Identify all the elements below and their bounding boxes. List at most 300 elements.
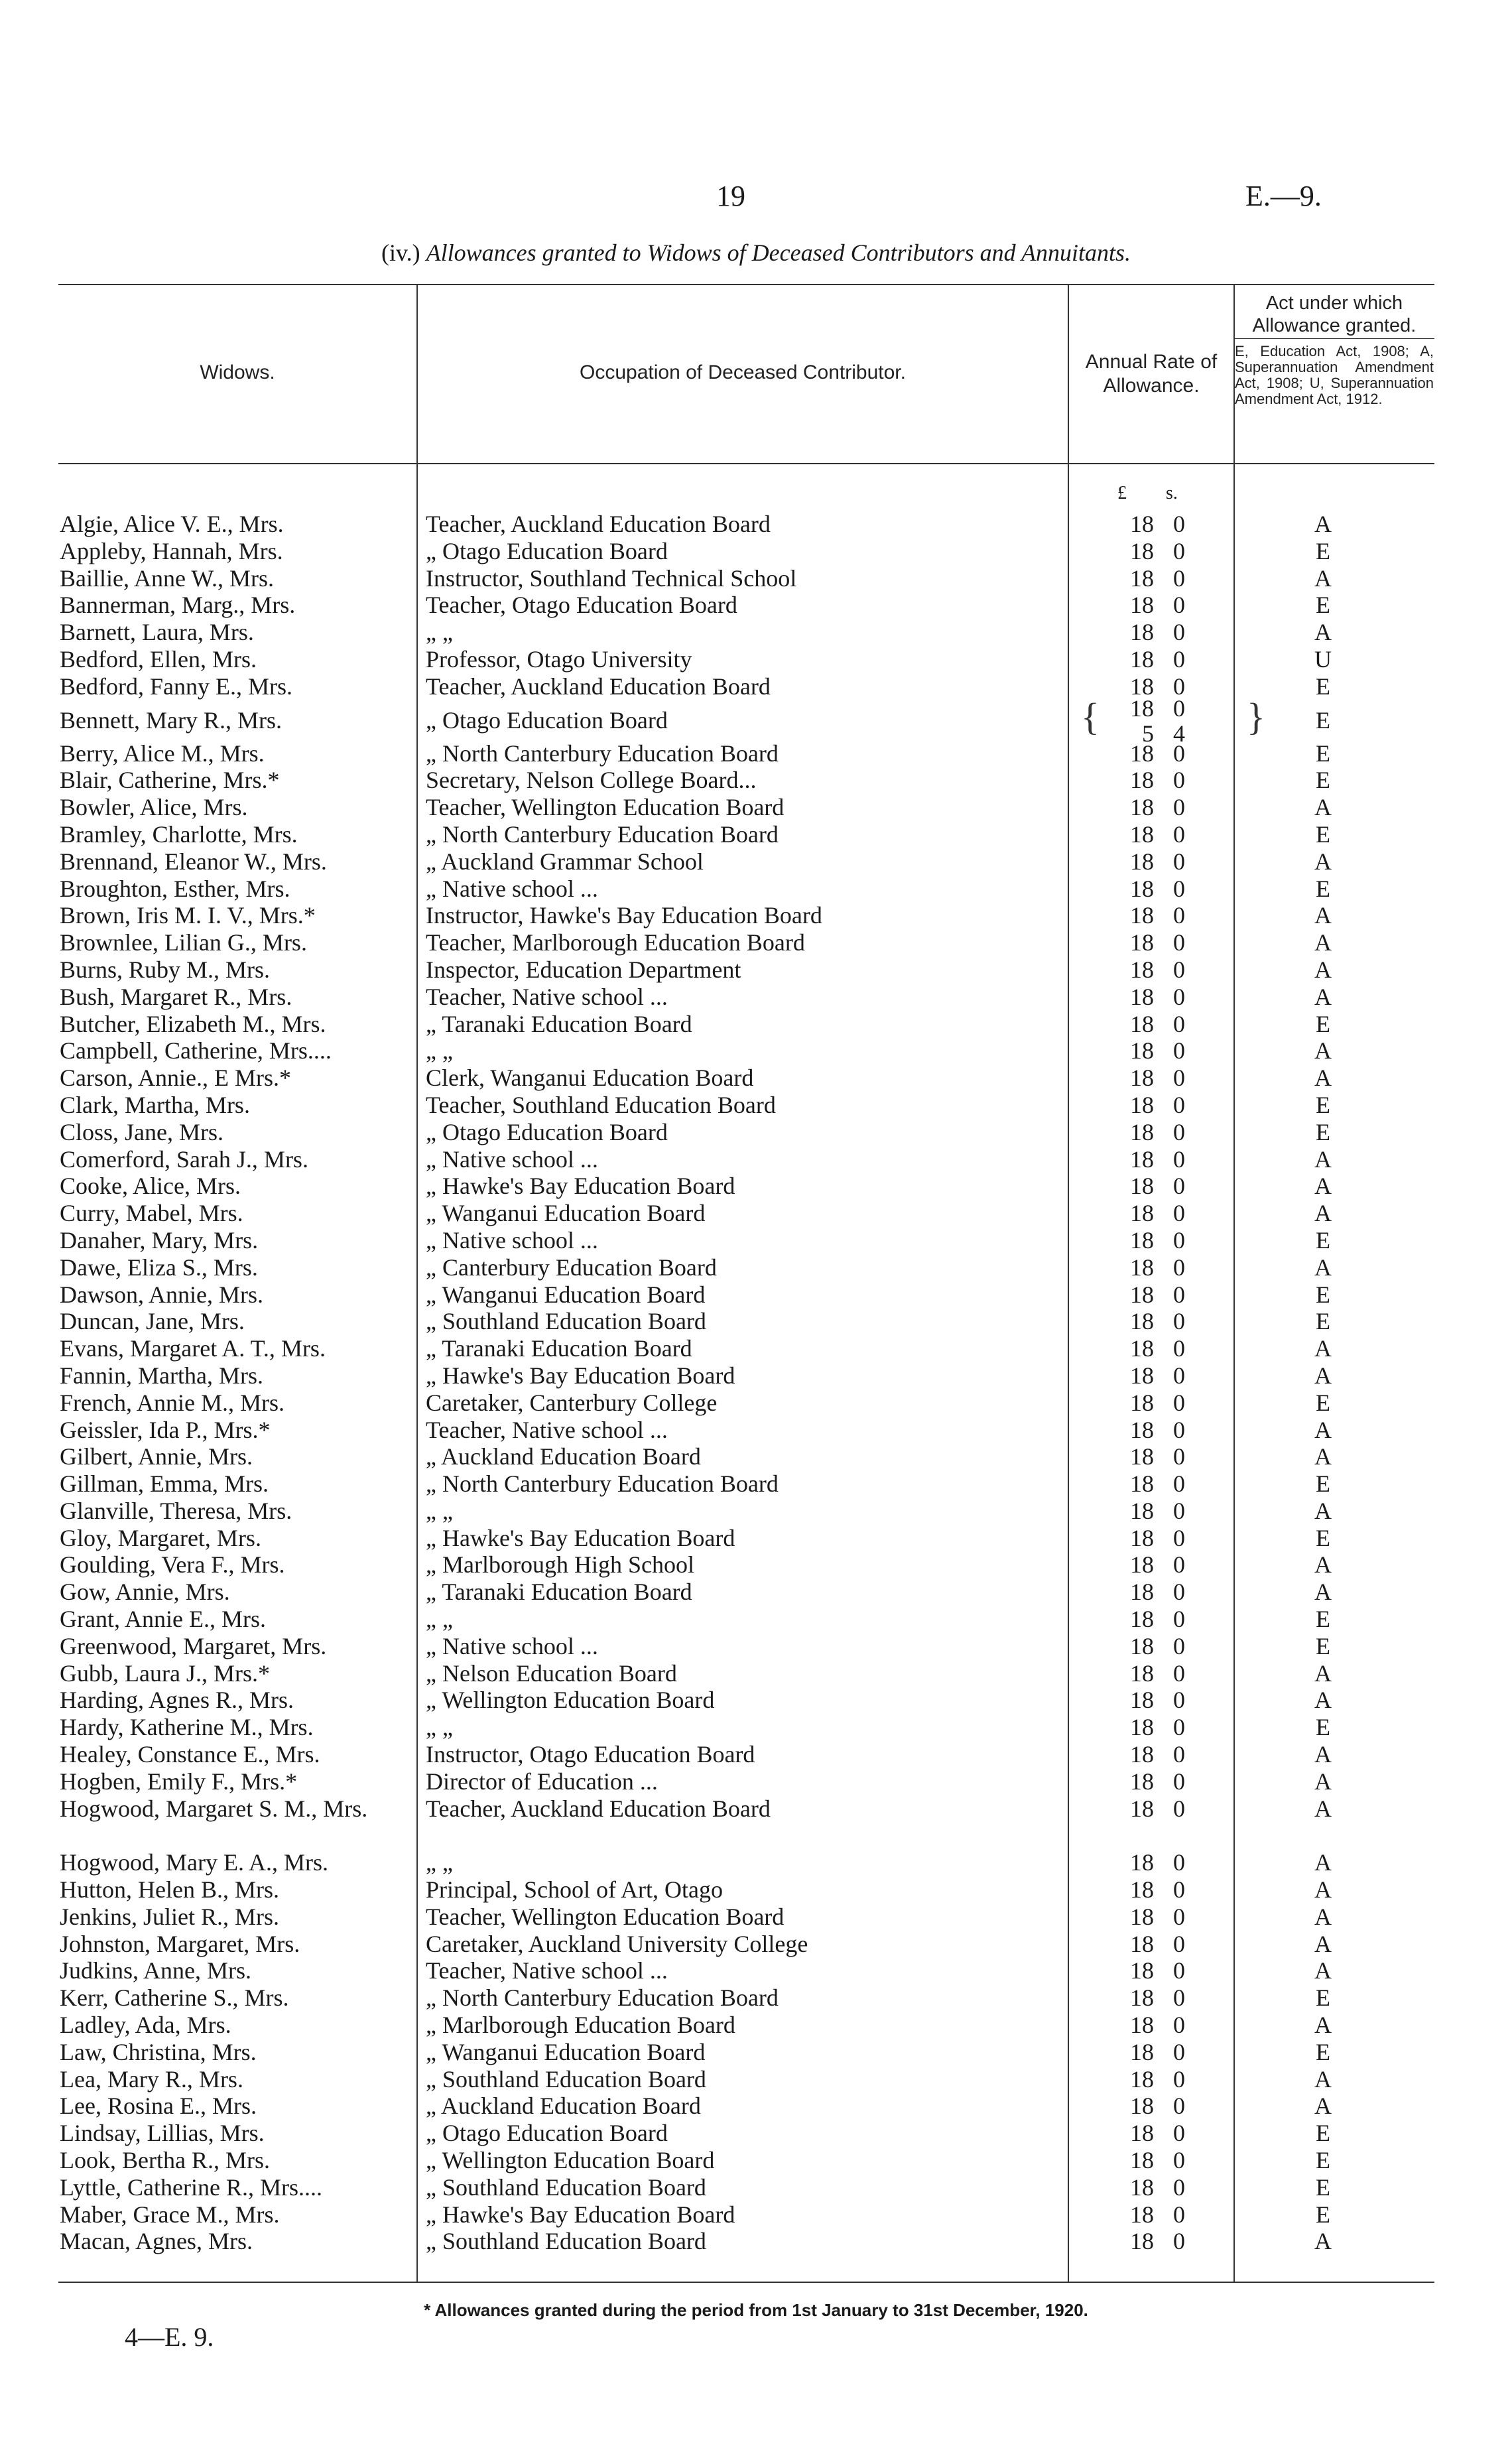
table-row — [0, 767, 1512, 794]
rate-shillings: 0 — [1173, 673, 1185, 700]
act-code: E — [1316, 2038, 1330, 2065]
table-row — [0, 511, 1512, 538]
table-row — [0, 875, 1512, 903]
rate-shillings: 0 — [1173, 1524, 1185, 1551]
rate-shillings: 0 — [1173, 537, 1185, 564]
table-row — [0, 1417, 1512, 1444]
rate-pounds: 18 — [1130, 2093, 1154, 2120]
widow-name: Brown, Iris M. I. V., Mrs.* — [60, 902, 316, 929]
occupation: „ Otago Education Board — [426, 1118, 668, 1145]
table-row — [0, 1876, 1512, 1904]
rate-shillings: 0 — [1173, 2065, 1185, 2093]
act-code: A — [1314, 794, 1332, 821]
occupation: Teacher, Wellington Education Board — [426, 1903, 785, 1930]
occupation: Instructor, Hawke's Bay Education Board — [426, 902, 822, 929]
rate-shillings: 0 — [1173, 1579, 1185, 1606]
table-row — [0, 2228, 1512, 2255]
table-row — [0, 1904, 1512, 1931]
rate-pounds: 18 — [1130, 2065, 1154, 2093]
act-code: E — [1316, 2147, 1330, 2174]
rate-pounds: 18 — [1130, 537, 1154, 564]
rate-pounds: 18 — [1130, 1118, 1154, 1145]
rate-pounds: 18 — [1130, 1768, 1154, 1795]
rate-shillings: 0 — [1173, 1091, 1185, 1118]
table-row — [0, 646, 1512, 673]
table-row — [0, 2093, 1512, 2120]
rate-shillings: 0 — [1173, 2147, 1185, 2174]
table-row — [0, 2066, 1512, 2093]
footnote: * Allowances granted during the period from 1st January to 31st December, 1920. — [424, 2300, 1088, 2320]
rate-shillings: 0 — [1173, 2012, 1185, 2039]
table-bottom-rule — [58, 2282, 1434, 2283]
act-code: E — [1316, 2120, 1330, 2147]
widow-name: Blair, Catherine, Mrs.* — [60, 767, 280, 794]
table-row — [0, 1389, 1512, 1417]
occupation: Teacher, Auckland Education Board — [426, 511, 771, 537]
table-row — [0, 1092, 1512, 1119]
occupation: Teacher, Native school ... — [426, 1416, 668, 1443]
column-header-rate-line2: Allowance. — [1103, 375, 1200, 397]
table-row — [0, 1984, 1512, 2012]
widow-name: Comerford, Sarah J., Mrs. — [60, 1145, 308, 1173]
table-row — [0, 1849, 1512, 1876]
widow-name: Evans, Margaret A. T., Mrs. — [60, 1335, 326, 1362]
occupation: „ North Canterbury Education Board — [426, 740, 779, 767]
rate-shillings: 0 — [1173, 2093, 1185, 2120]
table-row — [0, 794, 1512, 821]
column-header-widows: Widows. — [200, 361, 275, 383]
occupation: „ Auckland Education Board — [426, 2093, 701, 2120]
widow-name: Bedford, Fanny E., Mrs. — [60, 673, 292, 700]
rate-shillings: 0 — [1173, 2201, 1185, 2228]
table-row — [0, 1606, 1512, 1633]
column-header-occupation: Occupation of Deceased Contributor. — [580, 361, 906, 383]
rate-shillings: 0 — [1173, 929, 1185, 956]
occupation: Teacher, Marlborough Education Board — [426, 929, 805, 956]
occupation: Professor, Otago University — [426, 645, 692, 673]
widow-name: Gilbert, Annie, Mrs. — [60, 1443, 253, 1470]
widow-name: Ladley, Ada, Mrs. — [60, 2012, 231, 2039]
occupation: „ Canterbury Education Board — [426, 1254, 717, 1281]
rate-pounds: 18 — [1130, 1443, 1154, 1470]
act-code: A — [1314, 929, 1332, 956]
table-row — [0, 821, 1512, 848]
rate-pounds: 18 — [1130, 1091, 1154, 1118]
widow-name: Curry, Mabel, Mrs. — [60, 1200, 243, 1227]
widow-name: Lindsay, Lillias, Mrs. — [60, 2120, 265, 2147]
act-code: E — [1316, 820, 1330, 848]
rate-shillings: 0 — [1173, 1606, 1185, 1633]
rate-shillings: 0 — [1173, 1065, 1185, 1092]
rate-shillings: 0 — [1173, 1145, 1185, 1173]
act-code: A — [1314, 1254, 1332, 1281]
table-row — [0, 1011, 1512, 1038]
widow-name: Kerr, Catherine S., Mrs. — [60, 1984, 289, 2012]
occupation: „ Native school ... — [426, 1632, 598, 1659]
rate-shillings: 0 — [1173, 1362, 1185, 1389]
rate-pounds: 18 — [1130, 1173, 1154, 1200]
act-code: A — [1314, 1876, 1332, 1904]
widow-name: Cooke, Alice, Mrs. — [60, 1173, 241, 1200]
rate-shillings: 0 — [1173, 1037, 1185, 1065]
occupation: „ North Canterbury Education Board — [426, 820, 779, 848]
act-code: A — [1314, 2228, 1332, 2255]
table-row — [0, 1227, 1512, 1254]
rate-shillings: 0 — [1173, 1768, 1185, 1795]
rate-pounds: 18 — [1130, 2012, 1154, 2039]
widow-name: Macan, Agnes, Mrs. — [60, 2228, 253, 2255]
occupation: „ Southland Education Board — [426, 2065, 706, 2093]
act-code: A — [1314, 1741, 1332, 1768]
act-code: E — [1316, 1606, 1330, 1633]
table-row — [0, 2147, 1512, 2174]
occupation: „ Hawke's Bay Education Board — [426, 1173, 735, 1200]
rate-shillings: 0 — [1173, 956, 1185, 983]
widow-name: Bush, Margaret R., Mrs. — [60, 983, 292, 1010]
rate-pounds: 18 — [1130, 2038, 1154, 2065]
occupation: „ Otago Education Board — [426, 706, 668, 734]
widow-name: Bannerman, Marg., Mrs. — [60, 592, 296, 619]
act-code: E — [1316, 1984, 1330, 2012]
widow-name: Gow, Annie, Mrs. — [60, 1579, 230, 1606]
rate-pounds: 18 — [1130, 1849, 1154, 1876]
act-code: E — [1316, 1091, 1330, 1118]
rate-shillings: 0 — [1173, 848, 1185, 875]
rate-shillings: 0 — [1173, 1930, 1185, 1957]
rate-pounds: 18 — [1130, 2120, 1154, 2147]
rate-shillings: 0 — [1173, 1687, 1185, 1714]
rate-shillings: 0 — [1173, 1010, 1185, 1037]
table-row — [0, 1660, 1512, 1687]
widow-name: Dawe, Eliza S., Mrs. — [60, 1254, 258, 1281]
act-code: A — [1314, 1443, 1332, 1470]
rate-shillings: 0 — [1173, 511, 1185, 537]
rate-pounds: 18 — [1130, 956, 1154, 983]
table-row — [0, 1037, 1512, 1065]
act-code: E — [1316, 1524, 1330, 1551]
widow-name: Dawson, Annie, Mrs. — [60, 1281, 263, 1308]
occupation: Instructor, Otago Education Board — [426, 1741, 755, 1768]
table-row — [0, 1551, 1512, 1579]
header-bottom-rule — [58, 463, 1434, 464]
rate-pounds: 18 — [1130, 1497, 1154, 1524]
table-row — [0, 1146, 1512, 1173]
table-row — [0, 902, 1512, 929]
column-header-act-legend: E, Education Act, 1908; A, Superannuation Amendment Act, 1908; U, Superannuation Amendment Act, 1912. — [1235, 343, 1434, 407]
widow-name: Bramley, Charlotte, Mrs. — [60, 820, 298, 848]
column-header-act: Act under which Allowance granted. — [1252, 292, 1417, 336]
act-code: A — [1314, 2012, 1332, 2039]
table-row — [0, 1065, 1512, 1092]
occupation: Clerk, Wanganui Education Board — [426, 1065, 754, 1092]
table-row — [0, 1362, 1512, 1389]
occupation: Secretary, Nelson College Board... — [426, 767, 757, 794]
rate-pounds: 18 — [1130, 592, 1154, 619]
table-row — [0, 2201, 1512, 2228]
table-row — [0, 1173, 1512, 1200]
rate-pounds: 18 — [1130, 1606, 1154, 1633]
act-title-rule — [1235, 338, 1434, 339]
table-row — [0, 740, 1512, 767]
rate-shillings: 0 — [1173, 2173, 1185, 2201]
act-code: A — [1314, 1497, 1332, 1524]
occupation: Inspector, Education Department — [426, 956, 741, 983]
column-header-rate — [1069, 350, 1233, 398]
occupation: „ Otago Education Board — [426, 2120, 668, 2147]
rate-shillings: 0 — [1173, 1632, 1185, 1659]
rate-shillings: 0 — [1173, 983, 1185, 1010]
act-code: A — [1314, 848, 1332, 875]
widow-name: Barnett, Laura, Mrs. — [60, 619, 254, 646]
sheet-mark: 4—E. 9. — [125, 2322, 214, 2352]
table-row — [0, 673, 1512, 700]
widow-name: Broughton, Esther, Mrs. — [60, 875, 290, 902]
table-row — [0, 1200, 1512, 1227]
rate-pounds: 18 — [1130, 1551, 1154, 1579]
act-code: A — [1314, 2093, 1332, 2120]
rate-pounds: 18 — [1130, 1659, 1154, 1687]
rate-shillings: 0 — [1173, 1308, 1185, 1335]
act-code: E — [1316, 767, 1330, 794]
act-code: A — [1314, 511, 1332, 537]
rate-shillings: 0 — [1173, 902, 1185, 929]
widow-name: Fannin, Martha, Mrs. — [60, 1362, 263, 1389]
table-row — [0, 2039, 1512, 2066]
act-code: A — [1314, 1849, 1332, 1876]
rate-pounds: 18 — [1130, 2201, 1154, 2228]
rate-pounds-second: 5 — [1142, 720, 1154, 747]
occupation: Principal, School of Art, Otago — [426, 1876, 723, 1904]
rate-pounds: 18 — [1130, 1795, 1154, 1822]
act-code: A — [1314, 2065, 1332, 2093]
occupation: Teacher, Native school ... — [426, 1957, 668, 1984]
table-row — [0, 1768, 1512, 1795]
act-code: A — [1314, 1579, 1332, 1606]
widow-name: Geissler, Ida P., Mrs.* — [60, 1416, 271, 1443]
rate-shillings: 0 — [1173, 1254, 1185, 1281]
widow-name: Burns, Ruby M., Mrs. — [60, 956, 271, 983]
table-row — [0, 1714, 1512, 1741]
act-code: E — [1316, 740, 1330, 767]
table-row — [0, 929, 1512, 956]
act-code: A — [1314, 983, 1332, 1010]
rate-pounds: 18 — [1130, 875, 1154, 902]
table-row — [0, 1579, 1512, 1606]
rate-pounds: 18 — [1130, 820, 1154, 848]
widow-name: Clark, Martha, Mrs. — [60, 1091, 250, 1118]
act-code: E — [1316, 537, 1330, 564]
rate-shillings: 0 — [1173, 767, 1185, 794]
widow-name: Bowler, Alice, Mrs. — [60, 794, 248, 821]
rate-shillings: 0 — [1173, 1551, 1185, 1579]
widow-name: French, Annie M., Mrs. — [60, 1389, 284, 1416]
rate-shillings: 0 — [1173, 2038, 1185, 2065]
table-row — [0, 1957, 1512, 1984]
table-title-prefix: (iv.) — [381, 239, 420, 266]
occupation: „ Taranaki Education Board — [426, 1335, 692, 1362]
act-code: A — [1314, 1795, 1332, 1822]
rate-pounds: 18 — [1130, 619, 1154, 646]
widow-name: Lee, Rosina E., Mrs. — [60, 2093, 257, 2120]
rate-shillings: 0 — [1173, 2120, 1185, 2147]
rate-shillings: 0 — [1173, 740, 1185, 767]
act-code: A — [1314, 1551, 1332, 1579]
rate-shillings: 0 — [1173, 1497, 1185, 1524]
rate-shillings: 0 — [1173, 619, 1185, 646]
rate-pounds: 18 — [1130, 1226, 1154, 1254]
widow-name: Johnston, Margaret, Mrs. — [60, 1930, 300, 1957]
act-code: E — [1316, 2201, 1330, 2228]
widow-name: Campbell, Catherine, Mrs.... — [60, 1037, 332, 1065]
rate-pounds: 18 — [1130, 1632, 1154, 1659]
occupation: „ Wellington Education Board — [426, 2147, 715, 2174]
table-row — [0, 956, 1512, 984]
rate-shillings: 0 — [1173, 1389, 1185, 1416]
unit-shillings: s. — [1166, 483, 1178, 503]
occupation: „ Southland Education Board — [426, 2173, 706, 2201]
table-row — [0, 2174, 1512, 2201]
occupation: Teacher, Southland Education Board — [426, 1091, 776, 1118]
rate-pounds: 18 — [1130, 1579, 1154, 1606]
table-row — [0, 694, 1512, 747]
table-row — [0, 1470, 1512, 1498]
occupation: „ Hawke's Bay Education Board — [426, 1524, 735, 1551]
rate-shillings: 0 — [1173, 1741, 1185, 1768]
occupation: „ Wanganui Education Board — [426, 1281, 706, 1308]
table-row — [0, 1335, 1512, 1362]
rate-shillings: 0 — [1173, 1281, 1185, 1308]
rate-shillings: 0 — [1173, 564, 1185, 592]
rate-pounds: 18 — [1130, 1470, 1154, 1498]
rate-pounds: 18 — [1130, 902, 1154, 929]
widow-name: Bennett, Mary R., Mrs. — [60, 706, 282, 734]
table-row — [0, 538, 1512, 565]
rate-pounds: 18 — [1130, 1687, 1154, 1714]
widow-name: Hogwood, Margaret S. M., Mrs. — [60, 1795, 368, 1822]
widow-name: Closs, Jane, Mrs. — [60, 1118, 224, 1145]
widow-name: Bedford, Ellen, Mrs. — [60, 645, 257, 673]
act-code: A — [1314, 1200, 1332, 1227]
right-brace: } — [1247, 694, 1265, 738]
occupation: „ Nelson Education Board — [426, 1659, 677, 1687]
rate-shillings: 0 — [1173, 1226, 1185, 1254]
occupation: „ Native school ... — [426, 1226, 598, 1254]
table-title — [0, 239, 1512, 267]
rate-pounds: 18 — [1130, 740, 1154, 767]
rate-pounds: 18 — [1130, 694, 1154, 722]
widow-name: Duncan, Jane, Mrs. — [60, 1308, 245, 1335]
widow-name: Berry, Alice M., Mrs. — [60, 740, 265, 767]
occupation: Caretaker, Canterbury College — [426, 1389, 718, 1416]
rate-pounds: 18 — [1130, 1281, 1154, 1308]
widow-name: Gillman, Emma, Mrs. — [60, 1470, 269, 1498]
act-code: A — [1314, 902, 1332, 929]
widow-name: Baillie, Anne W., Mrs. — [60, 564, 274, 592]
act-code: A — [1314, 1903, 1332, 1930]
occupation: „ Southland Education Board — [426, 2228, 706, 2255]
table-title-text: Allowances granted to Widows of Deceased Contributors and Annuitants. — [426, 239, 1131, 266]
occupation: „ „ — [426, 1606, 453, 1633]
rate-shillings: 0 — [1173, 875, 1185, 902]
occupation: „ „ — [426, 619, 453, 646]
occupation: „ Auckland Education Board — [426, 1443, 701, 1470]
widow-name: Goulding, Vera F., Mrs. — [60, 1551, 285, 1579]
rate-pounds: 18 — [1130, 1957, 1154, 1984]
occupation: Teacher, Auckland Education Board — [426, 1795, 771, 1822]
occupation: „ Hawke's Bay Education Board — [426, 1362, 735, 1389]
widow-name: Look, Bertha R., Mrs. — [60, 2147, 270, 2174]
rate-pounds: 18 — [1130, 2147, 1154, 2174]
widow-name: Harding, Agnes R., Mrs. — [60, 1687, 294, 1714]
occupation: „ Wanganui Education Board — [426, 2038, 706, 2065]
rate-pounds: 18 — [1130, 2228, 1154, 2255]
rate-pounds: 18 — [1130, 1308, 1154, 1335]
occupation: „ Wanganui Education Board — [426, 1200, 706, 1227]
table-row — [0, 848, 1512, 875]
table-row — [0, 592, 1512, 619]
widow-name: Hogwood, Mary E. A., Mrs. — [60, 1849, 328, 1876]
rate-pounds: 18 — [1130, 1903, 1154, 1930]
occupation: „ North Canterbury Education Board — [426, 1470, 779, 1498]
rate-shillings: 0 — [1173, 1200, 1185, 1227]
page-number: 19 — [716, 180, 745, 212]
act-code: E — [1316, 1714, 1330, 1741]
widow-name: Judkins, Anne, Mrs. — [60, 1957, 252, 1984]
widow-name: Algie, Alice V. E., Mrs. — [60, 511, 284, 537]
widow-name: Lea, Mary R., Mrs. — [60, 2065, 243, 2093]
act-code: E — [1316, 1118, 1330, 1145]
act-code: A — [1314, 1687, 1332, 1714]
document-reference: E.—9. — [1245, 180, 1322, 212]
act-code: A — [1314, 1037, 1332, 1065]
act-code: A — [1314, 564, 1332, 592]
rate-pounds: 18 — [1130, 1335, 1154, 1362]
rate-shillings: 0 — [1173, 1118, 1185, 1145]
act-code: E — [1316, 1308, 1330, 1335]
act-code: A — [1314, 1065, 1332, 1092]
allowance-table-body — [0, 511, 1512, 2255]
occupation: „ Southland Education Board — [426, 1308, 706, 1335]
occupation: Teacher, Otago Education Board — [426, 592, 737, 619]
act-code: A — [1314, 1659, 1332, 1687]
widow-name: Danaher, Mary, Mrs. — [60, 1226, 259, 1254]
rate-pounds: 18 — [1130, 1037, 1154, 1065]
act-code: U — [1314, 645, 1332, 673]
act-code: E — [1316, 592, 1330, 619]
widow-name: Hutton, Helen B., Mrs. — [60, 1876, 279, 1904]
rate-shillings-second: 4 — [1173, 720, 1185, 747]
occupation: „ Wellington Education Board — [426, 1687, 715, 1714]
table-row — [0, 1498, 1512, 1525]
act-code: E — [1316, 1226, 1330, 1254]
act-code: E — [1316, 1389, 1330, 1416]
occupation: „ Otago Education Board — [426, 537, 668, 564]
widow-name: Greenwood, Margaret, Mrs. — [60, 1632, 327, 1659]
rate-shillings: 0 — [1173, 1957, 1185, 1984]
rate-shillings: 0 — [1173, 1984, 1185, 2012]
act-code: A — [1314, 956, 1332, 983]
rate-pounds: 18 — [1130, 929, 1154, 956]
rate-pounds: 18 — [1130, 1984, 1154, 2012]
rate-pounds: 18 — [1130, 1200, 1154, 1227]
occupation: Instructor, Southland Technical School — [426, 564, 797, 592]
table-row — [0, 565, 1512, 592]
widow-name: Carson, Annie., E Mrs.* — [60, 1065, 291, 1092]
rate-pounds: 18 — [1130, 1416, 1154, 1443]
rate-shillings: 0 — [1173, 1659, 1185, 1687]
occupation: Teacher, Auckland Education Board — [426, 673, 771, 700]
occupation: „ Native school ... — [426, 1145, 598, 1173]
